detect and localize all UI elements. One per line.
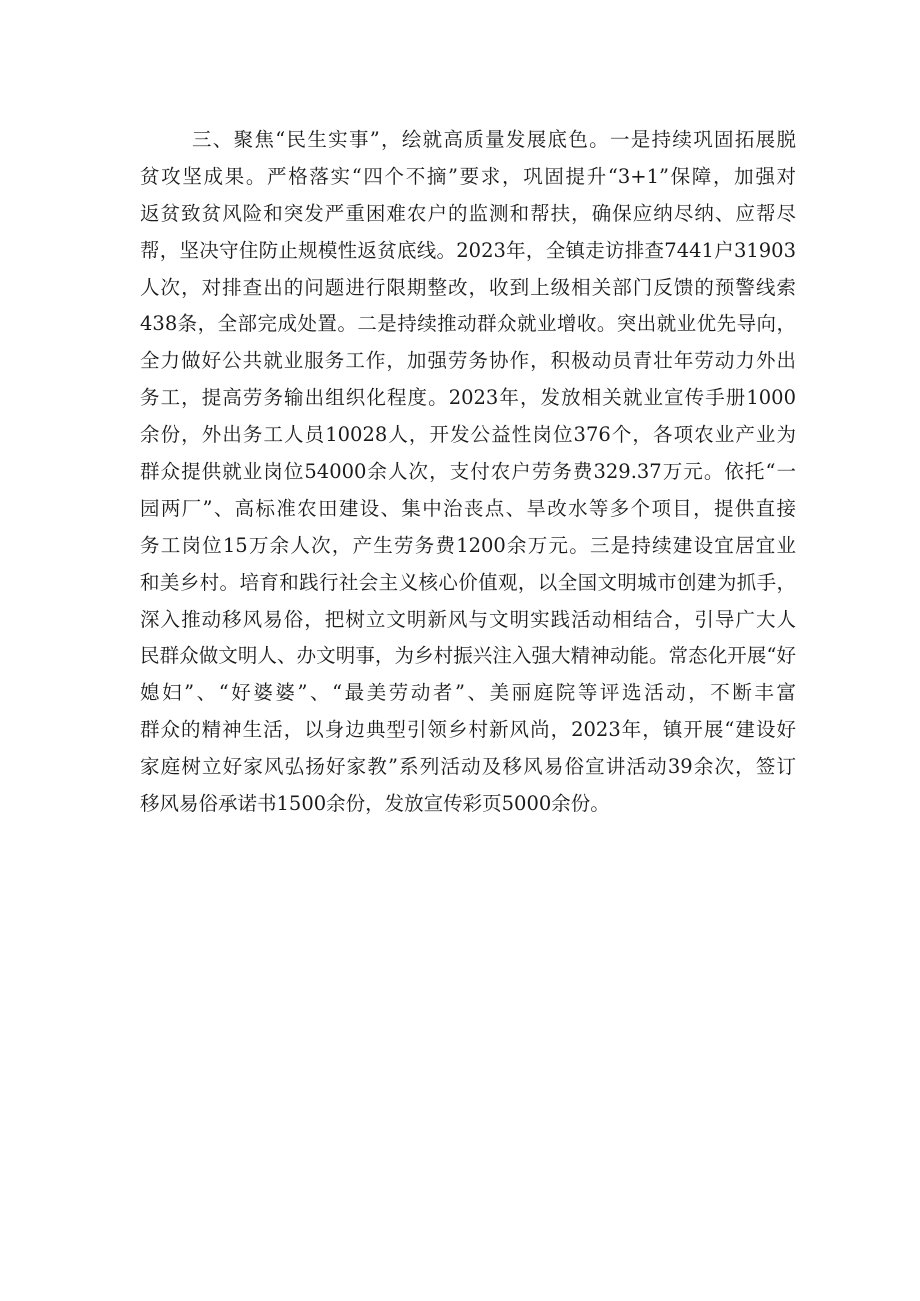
paragraph-livelihood [140, 122, 796, 823]
paragraph-line: 移风易俗承诺书1500余份，发放宣传彩页5000余份。 [140, 792, 610, 816]
paragraph-line: 返贫致贫风险和突发严重困难农户的监测和帮扶，确保应纳尽纳、应帮尽 [140, 201, 796, 225]
paragraph-line: 和美乡村。培育和践行社会主义核心价值观，以全国文明城市创建为抓手， [140, 570, 796, 594]
paragraph-line: 帮，坚决守住防止规模性返贫底线。2023年，全镇走访排查7441户31903 [140, 238, 796, 262]
paragraph-line: 余份，外出务工人员10028人，开发公益性岗位376个，各项农业产业为 [140, 423, 796, 447]
paragraph-line: 人次，对排查出的问题进行限期整改，收到上级相关部门反馈的预警线索 [140, 275, 796, 299]
paragraph-line: 群众的精神生活，以身边典型引领乡村新风尚，2023年，镇开展“建设好 [140, 718, 796, 742]
paragraph-line: 务工岗位15万余人次，产生劳务费1200余万元。三是持续建设宜居宜业 [140, 533, 796, 557]
paragraph-line: 务工，提高劳务输出组织化程度。2023年，发放相关就业宣传手册1000 [140, 386, 796, 410]
paragraph-line: 三、聚焦“民生实事”，绘就高质量发展底色。一是持续巩固拓展脱 [192, 128, 796, 151]
paragraph-line: 媳妇”、“好婆婆”、“最美劳动者”、美丽庭院等评选活动，不断丰富 [140, 681, 796, 705]
paragraph-line: 全力做好公共就业服务工作，加强劳务协作，积极动员青壮年劳动力外出 [140, 349, 796, 373]
paragraph-line: 群众提供就业岗位54000余人次，支付农户劳务费329.37万元。依托“一 [140, 460, 796, 484]
document-body [140, 122, 796, 823]
paragraph-line: 438条，全部完成处置。二是持续推动群众就业增收。突出就业优先导向， [140, 312, 796, 336]
paragraph-line: 家庭树立好家风弘扬好家教”系列活动及移风易俗宣讲活动39余次，签订 [140, 755, 796, 779]
paragraph-line: 深入推动移风易俗，把树立文明新风与文明实践活动相结合，引导广大人 [140, 607, 796, 631]
paragraph-line: 贫攻坚成果。严格落实“四个不摘”要求，巩固提升“3+1”保障，加强对 [140, 164, 796, 188]
paragraph-line: 民群众做文明人、办文明事，为乡村振兴注入强大精神动能。常态化开展“好 [140, 644, 796, 668]
paragraph-line: 园两厂”、高标准农田建设、集中治丧点、旱改水等多个项目，提供直接 [140, 496, 796, 520]
